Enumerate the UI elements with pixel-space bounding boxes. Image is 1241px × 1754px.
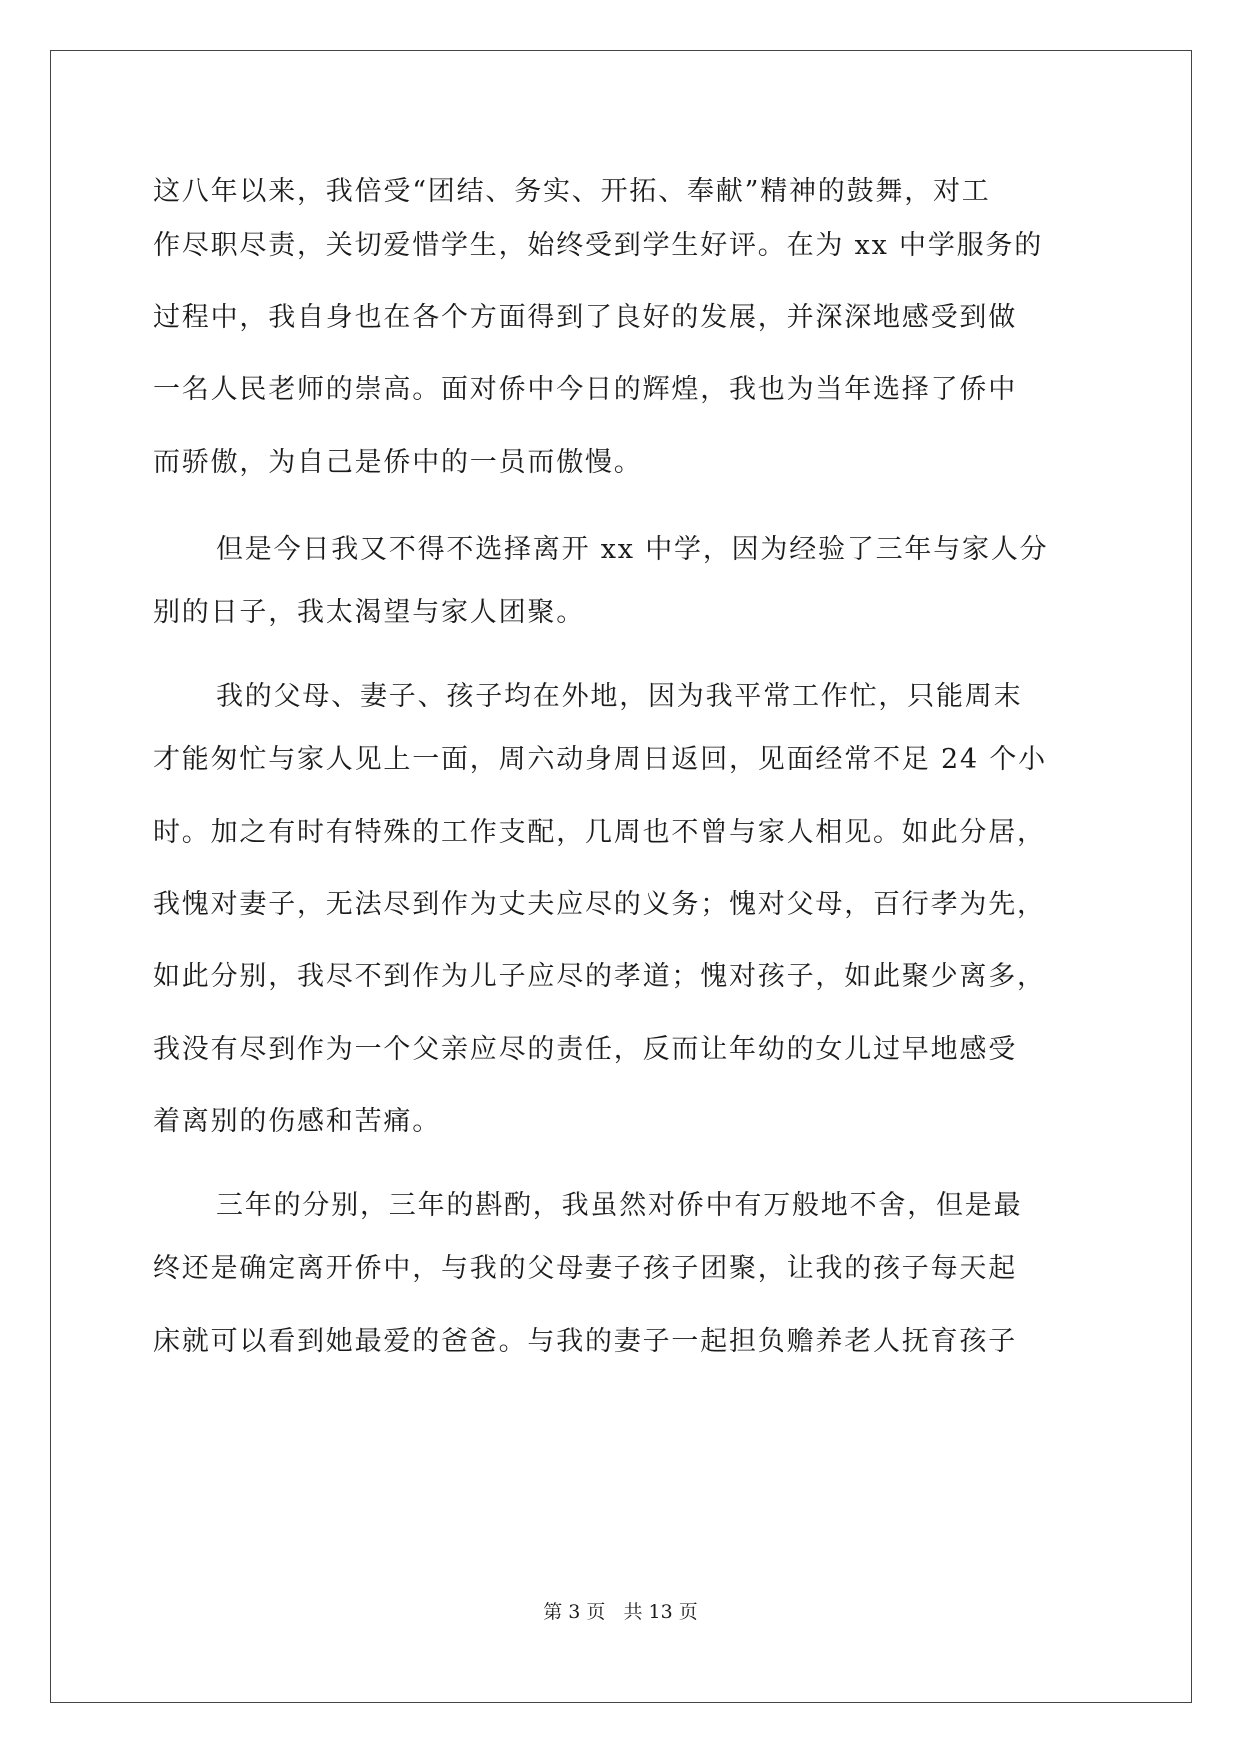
text-line: 而骄傲，为自己是侨中的一员而傲慢。 [153,447,643,478]
text-line: 着离别的伤感和苦痛。 [153,1106,441,1137]
text-line: 一名人民老师的崇高。面对侨中今日的辉煌，我也为当年选择了侨中 [153,374,1017,405]
text-line: 作尽职尽责，关切爱惜学生，始终受到学生好评。在为 xx 中学服务的 [153,230,1044,261]
text-line: 别的日子，我太渴望与家人团聚。 [153,597,585,628]
text-line: 过程中，我自身也在各个方面得到了良好的发展，并深深地感受到做 [153,302,1017,333]
text-line: 终还是确定离开侨中，与我的父母妻子孩子团聚，让我的孩子每天起 [153,1253,1017,1284]
page-number-footer: 第 3 页 共 13 页 [543,1601,698,1623]
text-line: 三年的分别，三年的斟酌，我虽然对侨中有万般地不舍，但是最 [216,1190,1023,1221]
text-line: 我没有尽到作为一个父亲应尽的责任，反而让年幼的女儿过早地感受 [153,1034,1017,1065]
text-line: 床就可以看到她最爱的爸爸。与我的妻子一起担负赡养老人抚育孩子 [153,1326,1017,1357]
text-line: 如此分别，我尽不到作为儿子应尽的孝道；愧对孩子，如此聚少离多， [153,961,1046,992]
text-line: 我的父母、妻子、孩子均在外地，因为我平常工作忙，只能周末 [216,681,1023,712]
text-line: 才能匆忙与家人见上一面，周六动身周日返回，见面经常不足 24 个小 [153,744,1047,775]
text-line: 但是今日我又不得不选择离开 xx 中学，因为经验了三年与家人分 [216,534,1049,565]
text-line: 时。加之有时有特殊的工作支配，几周也不曾与家人相见。如此分居， [153,817,1046,848]
text-line: 我愧对妻子，无法尽到作为丈夫应尽的义务；愧对父母，百行孝为先， [153,889,1046,920]
text-line: 这八年以来，我倍受“团结、务实、开拓、奉献”精神的鼓舞，对工 [153,176,991,207]
